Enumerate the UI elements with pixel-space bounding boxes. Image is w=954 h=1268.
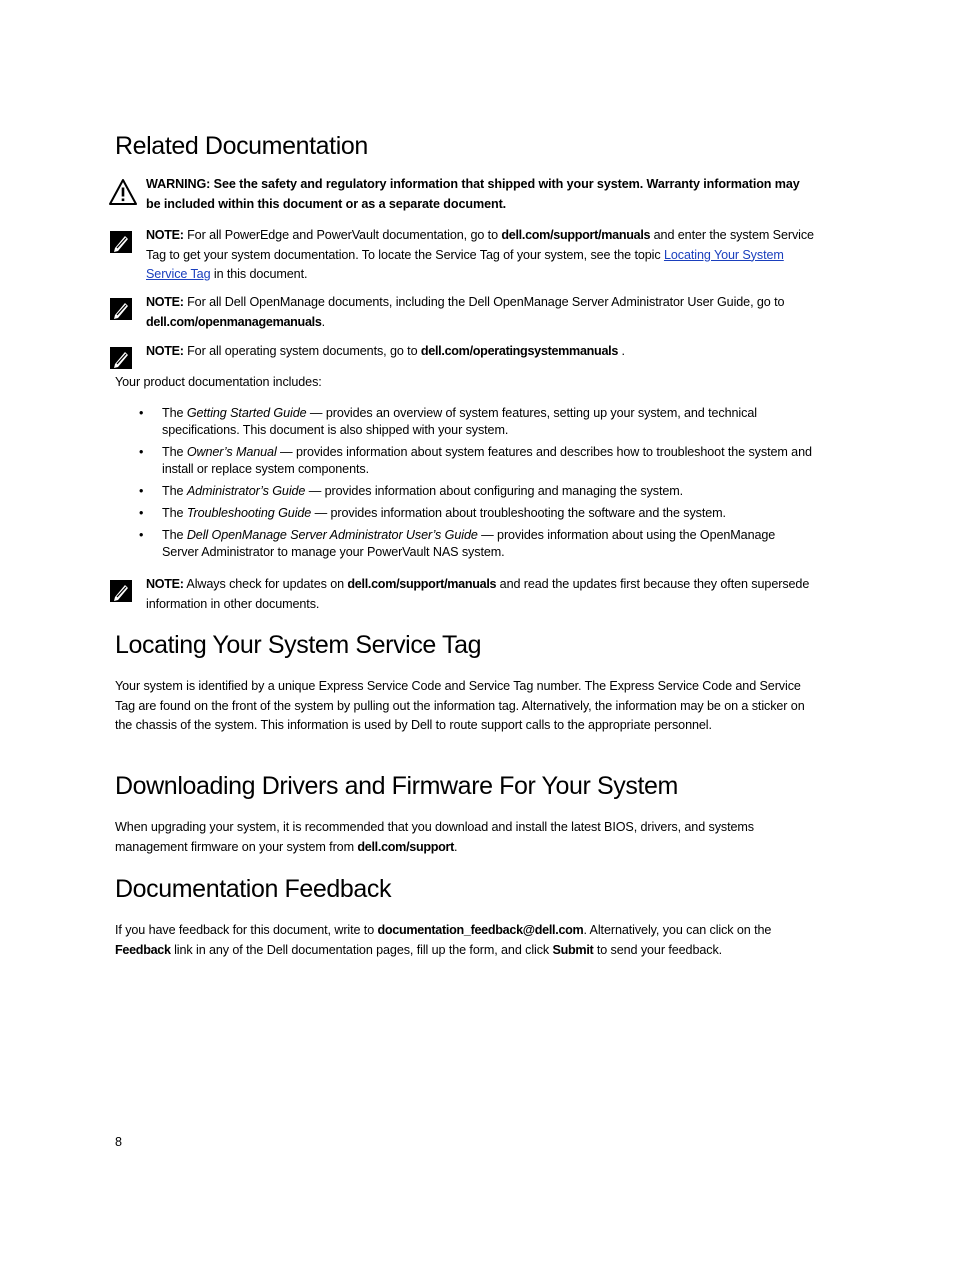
downloading-body: When upgrading your system, it is recommended that you download and install the latest BIOS, drivers, and systems management firmware on your system from dell.com/support. [115,820,754,854]
documentation-list [115,405,815,566]
feedback-body: If you have feedback for this document, write to documentation_feedback@dell.com. Alternatively, you can click on the Feedback link in any of the Dell documentation pages, fill up the form, and click Submit to send your feedback. [115,923,772,957]
list-item: • The Dell OpenManage Server Administrator User’s Guide — provides information about using the OpenManage Server Administrator to manage your PowerVault NAS system. [139,528,776,559]
url-support-manuals: dell.com/support/manuals [501,228,651,242]
feedback-email: documentation_feedback@dell.com [377,923,584,937]
note-pencil-icon [108,578,138,608]
submit-word: Submit [552,942,594,957]
page-number: 8 [115,1135,123,1149]
list-item: • The Getting Started Guide — provides an overview of system features, setting up your system, and technical specifications. This document is also shipped with your system. [139,406,757,437]
link-locating-service-tag[interactable]: Locating Your System Service Tag [146,247,784,281]
heading-locating-service-tag: Locating Your System Service Tag [115,631,482,659]
documentation-intro: Your product documentation includes: [115,375,322,389]
note-pencil-icon [108,296,138,326]
url-dell-support: dell.com/support [357,839,455,854]
list-item: • The Troubleshooting Guide — provides information about troubleshooting the software and the system. [139,506,726,520]
note-label: NOTE: [146,577,184,591]
note-1-text: NOTE: For all PowerEdge and PowerVault documentation, go to dell.com/support/manuals and enter the system Service Tag to get your system documentation. To locate the Service Tag of your system, see the topic Locating Your System Service Tag in this document. [146,228,814,281]
note-3-text: NOTE: For all operating system documents, go to dell.com/operatingsystemmanuals . [146,344,625,358]
list-item: • The Administrator’s Guide — provides information about configuring and managing the system. [139,484,684,498]
heading-documentation-feedback: Documentation Feedback [115,875,392,903]
note-label: NOTE: [146,344,184,358]
note-label: NOTE: [146,228,184,242]
note-4-text: NOTE: Always check for updates on dell.com/support/manuals and read the updates first because they often supersede information in other documents. [146,577,810,611]
warning-triangle-icon [108,178,138,208]
url-support-manuals: dell.com/support/manuals [347,577,497,591]
list-item: • The Owner’s Manual — provides information about system features and describes how to troubleshoot the system and install or replace system components. [139,445,812,476]
locating-body: Your system is identified by a unique Express Service Code and Service Tag number. The Express Service Code and Service Tag are found on the front of the system by pulling out the information tag. Alternatively, the information may be on a sticker on the chassis of the system. This information is used by Dell to route support calls to the appropriate personnel. [115,679,805,732]
heading-downloading-drivers: Downloading Drivers and Firmware For Your System [115,772,678,800]
note-2-text: NOTE: For all Dell OpenManage documents, including the Dell OpenManage Server Administrator User Guide, go to dell.com/openmanagemanuals. [146,295,785,329]
note-pencil-icon [108,229,138,259]
feedback-link-word: Feedback [115,942,171,957]
note-label: NOTE: [146,295,184,309]
heading-related-documentation: Related Documentation [115,132,368,160]
warning-text: WARNING: See the safety and regulatory information that shipped with your system. Warranty information may be included within this document or as a separate document. [146,177,800,211]
url-openmanagemanuals: dell.com/openmanagemanuals [146,314,322,329]
note-pencil-icon [108,345,138,375]
url-operatingsystemmanuals: dell.com/operatingsystemmanuals [420,344,619,358]
